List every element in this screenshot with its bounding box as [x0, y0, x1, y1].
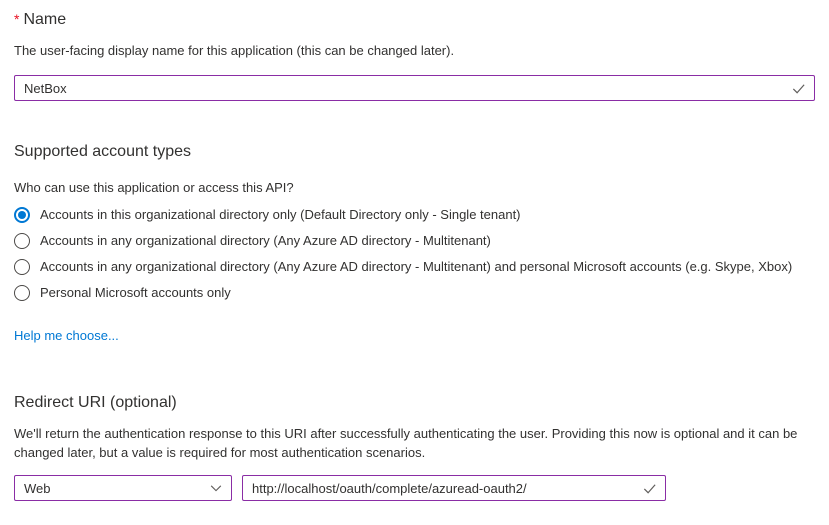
- radio-button-icon[interactable]: [14, 207, 30, 223]
- platform-select-value: Web: [24, 480, 51, 496]
- radio-option-personal-only[interactable]: [14, 285, 815, 301]
- name-input[interactable]: [15, 76, 791, 100]
- required-asterisk: *: [14, 11, 20, 27]
- redirect-uri-row: [14, 475, 815, 501]
- check-icon: [642, 481, 657, 496]
- platform-select-dropdown[interactable]: [14, 475, 232, 501]
- redirect-uri-description: We'll return the authentication response to this URI after successfully authenticating the user. Providing this now is optional and it can be changed later, but a value is required for most authentication scenarios.: [14, 426, 798, 460]
- radio-button-icon[interactable]: [14, 259, 30, 275]
- check-icon: [791, 81, 806, 96]
- radio-button-icon[interactable]: [14, 285, 30, 301]
- name-title-text: Name: [23, 11, 67, 28]
- account-types-radio-group: [14, 207, 815, 301]
- supported-account-types-title: Supported account types: [14, 143, 192, 160]
- radio-option-single-tenant[interactable]: [14, 207, 815, 223]
- chevron-down-icon: [209, 481, 223, 495]
- redirect-uri-input-container: [242, 475, 666, 501]
- name-section-title: [14, 9, 815, 30]
- redirect-uri-title: Redirect URI (optional): [14, 394, 177, 411]
- radio-option-label: Personal Microsoft accounts only: [40, 285, 231, 300]
- app-registration-form: [0, 9, 829, 501]
- redirect-uri-input[interactable]: [243, 476, 642, 500]
- help-me-choose-link[interactable]: Help me choose...: [14, 328, 119, 343]
- name-description: The user-facing display name for this application (this can be changed later).: [14, 43, 455, 58]
- radio-option-label: Accounts in any organizational directory (Any Azure AD directory - Multitenant) and personal Microsoft accounts (e.g. Skype, Xbox): [40, 259, 793, 274]
- radio-option-label: Accounts in any organizational directory (Any Azure AD directory - Multitenant): [40, 233, 491, 248]
- name-input-container: [14, 75, 815, 101]
- radio-option-label: Accounts in this organizational directory only (Default Directory only - Single tenant): [40, 207, 521, 222]
- radio-option-multitenant-personal[interactable]: [14, 259, 815, 275]
- radio-button-icon[interactable]: [14, 233, 30, 249]
- radio-option-multitenant[interactable]: [14, 233, 815, 249]
- account-types-question: Who can use this application or access this API?: [14, 180, 294, 195]
